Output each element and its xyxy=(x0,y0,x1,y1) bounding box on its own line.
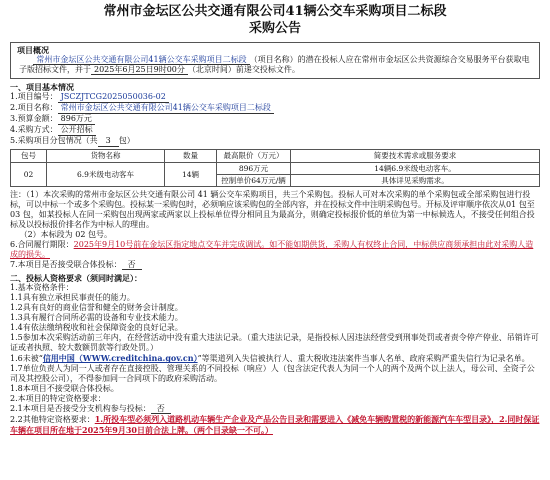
qual-item: 1.4有依法缴纳税收和社会保障资金的良好记录。 xyxy=(10,323,183,333)
qual-item: 1.2具有良好的商业信誉和健全的财务会计制度。 xyxy=(10,303,183,313)
branch-value: 否 xyxy=(151,404,171,414)
overview-project-name: 常州市金坛区公共交通有限公司41辆公交车采购项目二标段 xyxy=(33,55,249,65)
basic-item-label: 1.项目编号： xyxy=(10,92,58,102)
other-req-value: 1.所投车型必须列入道路机动车辆生产企业及产品公告目录和需要进入《减免车辆购置税的新能源汽车车型目录》，2.同时保证车辆在项目所在地于2025年9月30日前合法上牌。（两个目录缺一不可。） xyxy=(10,414,540,436)
qualification-section xyxy=(10,273,540,436)
qual-item-1-6 xyxy=(10,353,540,364)
qualification-head: 二、投标人资格要求（须同时满足）： xyxy=(10,273,142,284)
branch-label: 2.1本项目是否接受分支机构参与投标： xyxy=(10,404,151,414)
lots-label: 5.采购项目分包情况（共 xyxy=(10,136,98,146)
basic-item-3 xyxy=(10,114,540,125)
cell-max-price: 896万元 xyxy=(217,162,291,174)
qual-1-6-pre: 1.6未被“ xyxy=(10,354,43,364)
title-line-1: 常州市金坛区公共交通有限公司41辆公交车采购项目二标段 xyxy=(103,4,447,19)
basic-item-label: 2.项目名称： xyxy=(10,103,58,113)
overview-text-c: （北京时间）前递交投标文件。 xyxy=(187,65,300,75)
note-1: 注：（1）本次采购的常州市金坛区公共交通有限公司 41 辆公交车采购项目，共三个采购包。投标人可对本次采购的单个采购包或全部采购包进行投标，可以中标一个或多个采购包。投标某一采购包时，必须响应该采购包的全部内容，并在投标文件中注明采购包号。开标及评审顺序依次从01 包至 03 包，如某投标人在同一采购包出现两家或两家以上投标单位得分相同且为最高分，则确定投标报价低的单位为第一中标候选人，不接受任何组合投标及以投标报价排名作为中标人的理由。 xyxy=(10,190,535,230)
other-req-label: 2.2其他特定资格要求： xyxy=(10,415,95,425)
header-lot-no: 包号 xyxy=(11,150,47,162)
overview-box xyxy=(10,42,540,79)
qual-item-1-7: 1.7单位负责人为同一人或者存在直接控股、管理关系的不同投标（响应）人（包含法定代表人为同一个人的两个及两个以上法人，母公司、全资子公司及其控股公司），不得参加同一合同项下的政府采购活动。 xyxy=(10,364,535,384)
cell-lot-no: 02 xyxy=(11,162,47,187)
credit-china-link[interactable]: 信用中国（WWW.creditchina.gov.cn） xyxy=(42,353,198,364)
item-7 xyxy=(10,260,540,270)
basic-item-2 xyxy=(10,103,540,114)
note-2: （2）本标段为 02 包号。 xyxy=(19,230,112,240)
contract-period-label: 6.合同履行期限： xyxy=(10,240,74,250)
lots-suffix: 包） xyxy=(118,136,135,146)
procurement-method: 公开招标 xyxy=(58,125,96,136)
project-number: JSCZJTCG2025050036-02 xyxy=(58,92,169,103)
cell-requirement-1: 14辆6.9米级电动客车。 xyxy=(291,162,540,174)
consortium-label: 7.本项目是否接受联合体投标： xyxy=(10,260,122,270)
title-line-2: 采购公告 xyxy=(248,20,301,36)
overview-head: 项目概况 xyxy=(17,45,49,56)
lots-count: 3 xyxy=(98,136,119,147)
basic-head: 一、项目基本情况 xyxy=(10,82,74,93)
consortium-value: 否 xyxy=(122,260,142,270)
project-name: 常州市金坛区公共交通有限公司41辆公交车采购项目二标段 xyxy=(58,103,274,114)
qual-item: 1.1具有独立承担民事责任的能力。 xyxy=(10,293,135,303)
special-qual-head: 2.本项目的特定资格要求： xyxy=(10,394,106,404)
cell-quantity: 14辆 xyxy=(165,162,217,187)
cell-requirement-2: 具体详见采购需求。 xyxy=(291,175,540,187)
overview-text xyxy=(17,55,533,75)
basic-item-label: 3.预算金额： xyxy=(10,114,58,124)
overview-text-b: （项目名称）的潜在投标人应在常州市金坛区公共资源综合交易服务平台获取电子版招标文件，并于 xyxy=(19,55,530,75)
lots-table xyxy=(10,149,540,187)
basic-item-5 xyxy=(10,136,540,147)
qual-item: 1.3具有履行合同所必需的设备和专业技术能力。 xyxy=(10,313,183,323)
header-requirements: 简要技术需求或服务要求 xyxy=(291,150,540,162)
table-row xyxy=(11,162,540,174)
notes-section xyxy=(10,190,540,270)
basic-qual-head: 1.基本资格条件： xyxy=(10,283,74,293)
header-goods-name: 货物名称 xyxy=(47,150,165,162)
budget-amount: 896万元 xyxy=(58,114,95,125)
qual-item-1-8: 1.8本项目不接受联合体投标。 xyxy=(10,384,119,394)
basic-item-label: 4.采购方式： xyxy=(10,125,58,135)
basic-item-4 xyxy=(10,125,540,136)
table-header-row xyxy=(11,150,540,162)
item-6 xyxy=(10,240,540,260)
overview-deadline: 2025年6月25日9时00分 xyxy=(91,65,188,75)
basic-item-1 xyxy=(10,92,540,103)
header-max-price: 最高限价（万元） xyxy=(217,150,291,162)
special-item-2-2 xyxy=(10,414,540,436)
qual-item: 1.5参加本次采购活动前三年内，在经营活动中没有重大违法记录。（重大违法记录，是指投标人因违法经营受到刑事处罚或者责令停产停业、吊销许可证或者执照、较大数额罚款等行政处罚。） xyxy=(10,333,539,353)
basic-section xyxy=(10,82,540,187)
qual-1-6-post: ”等渠道列入失信被执行人、重大税收违法案件当事人名单、政府采购严重失信行为记录名单。 xyxy=(197,354,530,364)
special-item-2-1 xyxy=(10,404,540,414)
cell-goods-name: 6.9米级电动客车 xyxy=(47,162,165,187)
header-quantity: 数量 xyxy=(165,150,217,162)
contract-period-value: 2025年9月10号前在金坛区指定地点交车并完成调试。如不能如期供货，采购人有权终止合同，中标供应商须承担由此对采购人造成的损失。 xyxy=(10,240,534,260)
cell-unit-price: 控制单价64万元/辆 xyxy=(217,175,291,187)
